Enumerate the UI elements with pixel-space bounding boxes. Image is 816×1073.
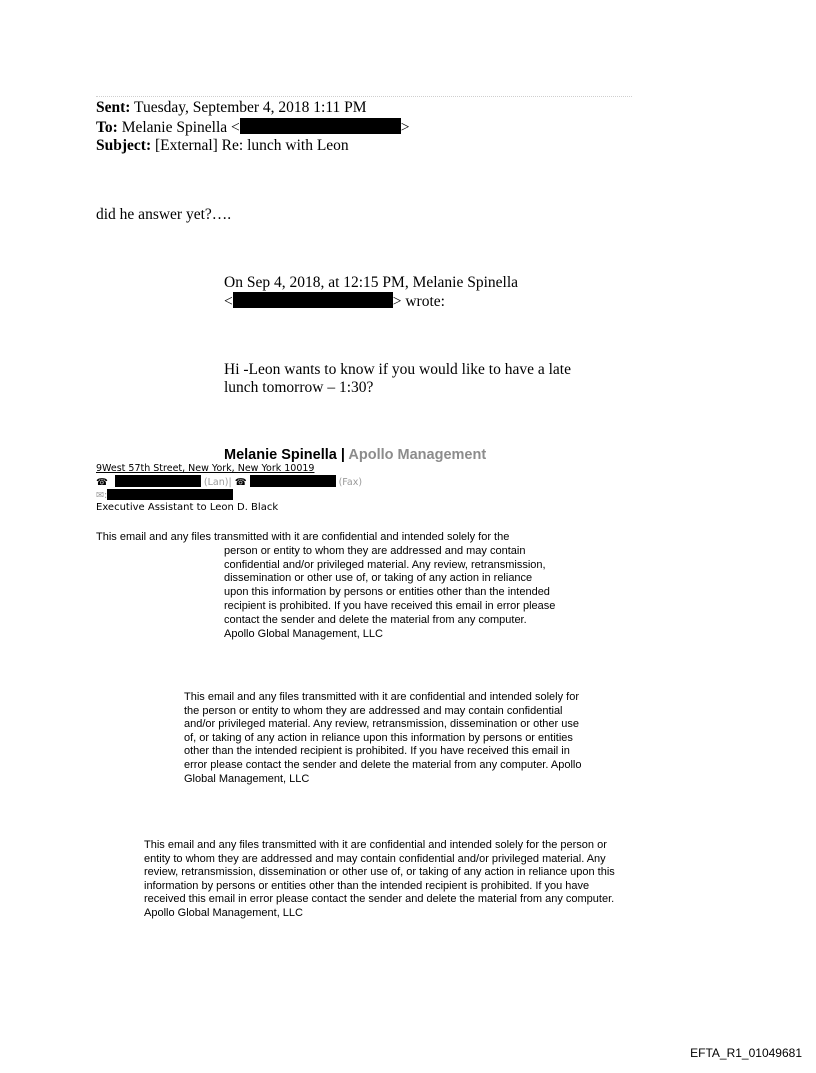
email-icon: ✉ bbox=[96, 490, 104, 501]
disclaimer-1 bbox=[96, 531, 555, 641]
signature-name: Melanie Spinella bbox=[224, 447, 337, 463]
email-header bbox=[96, 99, 410, 156]
disclaimer-line: confidential and/or privileged material. Any review, retransmission, bbox=[224, 558, 546, 571]
to-value: Melanie Spinella < bbox=[117, 118, 240, 136]
disclaimer-line: received this email in error please contact the sender and delete the material from any computer. bbox=[144, 893, 615, 906]
disclaimer-line: This email and any files transmitted with it are confidential and intended solely for bbox=[184, 691, 579, 703]
disclaimer-line: information by persons or entities other than the intended recipient is prohibited. If you have bbox=[144, 879, 590, 892]
phone-icon: ☎ bbox=[234, 477, 247, 488]
sent-value: Tuesday, September 4, 2018 1:11 PM bbox=[130, 99, 367, 116]
redaction-block bbox=[240, 118, 401, 134]
disclaimer-2 bbox=[184, 691, 581, 786]
quote-attribution bbox=[224, 274, 518, 311]
sent-line bbox=[96, 99, 410, 118]
reply-body: did he answer yet?…. bbox=[96, 206, 232, 223]
quote-body-line: Hi -Leon wants to know if you would like to have a late bbox=[224, 361, 571, 378]
quote-body-line: lunch tomorrow – 1:30? bbox=[224, 379, 374, 396]
disclaimer-line: entity to whom they are addressed and may contain confidential and/or privileged material. Any bbox=[144, 852, 606, 865]
to-label: To: bbox=[96, 118, 118, 136]
quote-body bbox=[224, 361, 571, 397]
attribution-email-line bbox=[224, 292, 518, 311]
attribution-open: < bbox=[224, 293, 233, 310]
disclaimer-line: review, retransmission, dissemination or other use of, or taking of any action in reliance upon this bbox=[144, 866, 615, 879]
attribution-close: > wrote: bbox=[392, 293, 445, 310]
email-colon: : bbox=[103, 490, 108, 501]
disclaimer-line: of, or taking of any action in reliance upon this information by persons or entities bbox=[184, 731, 573, 744]
disclaimer-line: Global Management, LLC bbox=[184, 772, 310, 785]
header-divider bbox=[96, 96, 632, 97]
disclaimer-line: Apollo Global Management, LLC bbox=[224, 627, 383, 640]
disclaimer-line: recipient is prohibited. If you have received this email in error please bbox=[224, 599, 556, 612]
lan-label: (Lan)| bbox=[203, 477, 232, 488]
disclaimer-line: error please contact the sender and delete the material from any computer. Apollo bbox=[184, 758, 582, 771]
sent-label: Sent: bbox=[96, 99, 131, 116]
signature-company: Apollo Management bbox=[348, 447, 487, 463]
disclaimer-line: upon this information by persons or entities other than the intended bbox=[224, 586, 550, 599]
signature-title: Executive Assistant to Leon D. Black bbox=[96, 502, 279, 513]
disclaimer-line: and/or privileged material. Any review, retransmission, dissemination or other use bbox=[184, 718, 579, 731]
disclaimer-line: the person or entity to whom they are addressed and may contain confidential bbox=[184, 704, 563, 717]
redaction-block bbox=[107, 489, 233, 500]
disclaimer-line: This email and any files transmitted with it are confidential and intended solely for the person or bbox=[144, 839, 607, 851]
signature-email-line bbox=[96, 489, 233, 502]
disclaimer-line: dissemination or other use of, or taking of any action in reliance bbox=[224, 572, 533, 585]
redaction-block bbox=[233, 292, 393, 308]
subject-label: Subject: bbox=[96, 137, 152, 154]
to-close: > bbox=[400, 118, 410, 136]
disclaimer-line: Apollo Global Management, LLC bbox=[144, 906, 303, 919]
redaction-block bbox=[115, 475, 201, 487]
signature-address: 9West 57th Street, New York, New York 10019 bbox=[96, 463, 315, 474]
signature-name-line bbox=[224, 447, 486, 464]
disclaimer-line: person or entity to whom they are addressed and may contain bbox=[224, 544, 526, 557]
disclaimer-line: other than the intended recipient is prohibited. If you have received this email in bbox=[184, 745, 570, 758]
signature-separator: | bbox=[336, 447, 349, 463]
disclaimer-line: contact the sender and delete the material from any computer. bbox=[224, 613, 527, 626]
to-line bbox=[96, 118, 410, 138]
phone-icon: ☎ bbox=[96, 477, 108, 488]
signature-phone-line bbox=[96, 475, 362, 489]
document-id: EFTA_R1_01049681 bbox=[690, 1046, 802, 1060]
attribution-line: On Sep 4, 2018, at 12:15 PM, Melanie Spinella bbox=[224, 274, 519, 291]
subject-value: [External] Re: lunch with Leon bbox=[151, 137, 349, 154]
subject-line bbox=[96, 137, 410, 156]
disclaimer-3 bbox=[144, 839, 615, 921]
disclaimer-line: This email and any files transmitted with it are confidential and intended solely for the bbox=[96, 531, 510, 543]
redaction-block bbox=[250, 475, 336, 487]
fax-label: (Fax) bbox=[338, 477, 363, 488]
